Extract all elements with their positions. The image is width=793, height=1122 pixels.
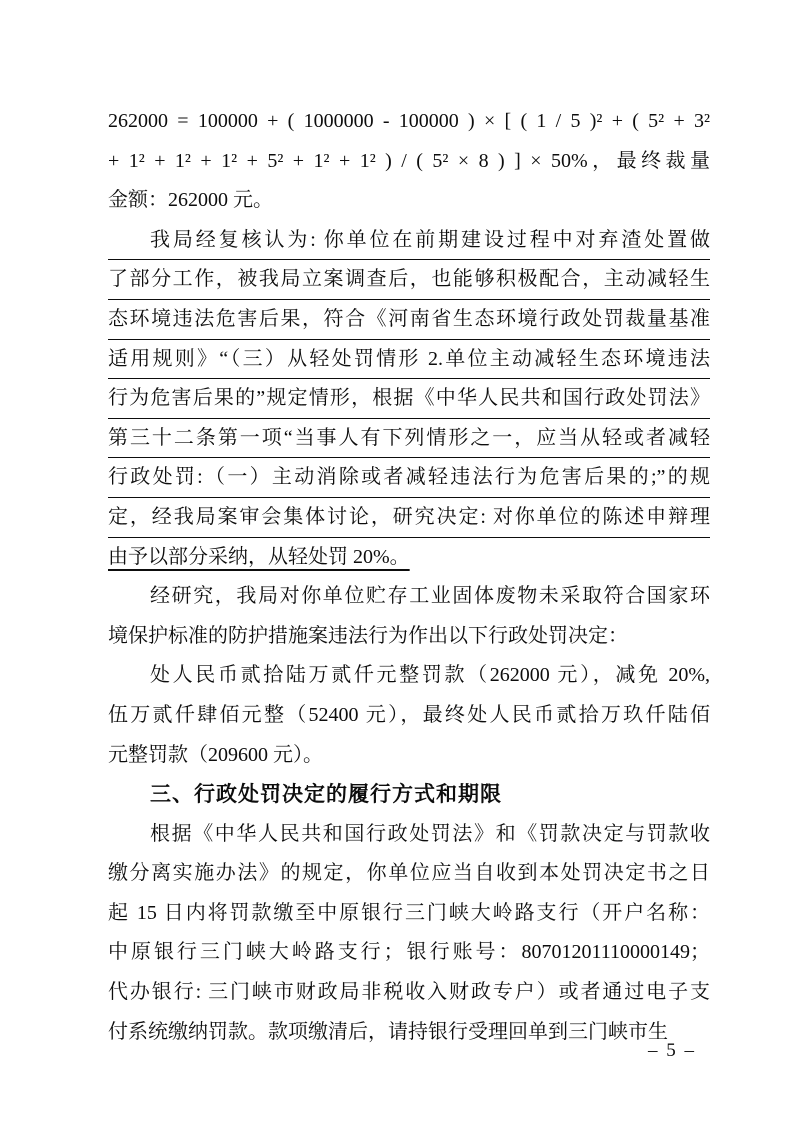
text-line-content: 付系统缴纳罚款。款项缴清后，请持银行受理回单到三门峡市生	[108, 1020, 668, 1043]
text-line	[108, 102, 710, 142]
text-line-content: 经研究，我局对你单位贮存工业固体废物未采取符合国家环	[150, 585, 710, 608]
text-line-content: 伍万贰仟肆佰元整（52400 元），最终处人民币贰拾万玖仟陆佰	[108, 703, 710, 726]
text-line-content: 根据《中华人民共和国行政处罚法》和《罚款决定与罚款收	[150, 822, 710, 845]
text-line	[108, 577, 710, 617]
text-line-content: 262000 = 100000 + ( 1000000 - 100000 ) × [ ( 1 / 5 )² + ( 5² + 3²	[108, 110, 710, 132]
text-line	[108, 181, 710, 221]
decision-intro-paragraph	[108, 577, 710, 656]
text-line	[108, 696, 710, 736]
text-line-content: 代办银行: 三门峡市财政局非税收入财政专户）或者通过电子支	[108, 981, 710, 1004]
section-heading-line	[108, 775, 710, 815]
review-opinion-paragraph	[108, 221, 710, 577]
section-three-heading	[108, 775, 710, 815]
text-line-content: 中原银行三门峡大岭路支行；银行账号：80701201110000149；	[108, 941, 710, 964]
text-line	[108, 933, 710, 973]
text-line	[108, 973, 710, 1013]
text-line-content: 第三十二条第一项“当事人有下列情形之一，应当从轻或者减轻	[108, 426, 710, 449]
text-line-content: 缴分离实施办法》的规定，你单位应当自收到本处罚决定书之日	[108, 862, 710, 885]
text-line	[108, 736, 710, 776]
text-line-content: 了部分工作，被我局立案调查后，也能够积极配合，主动减轻生	[108, 268, 710, 291]
payment-instructions-paragraph	[108, 815, 710, 1053]
text-line-content: 金额：262000 元。	[108, 189, 273, 212]
text-line-content: 处人民币贰拾陆万贰仟元整罚款（262000 元），减免 20%,	[150, 664, 710, 687]
text-line-content: 三、行政处罚决定的履行方式和期限	[150, 783, 502, 807]
text-line	[108, 854, 710, 894]
text-line-content: 境保护标准的防护措施案违法行为作出以下行政处罚决定：	[108, 624, 628, 647]
text-line	[108, 379, 710, 419]
text-line-content: 起 15 日内将罚款缴至中原银行三门峡大岭路支行（开户名称：	[108, 901, 710, 924]
text-line	[108, 458, 710, 498]
text-line	[108, 221, 710, 261]
text-line-content: 我局经复核认为: 你单位在前期建设过程中对弃渣处置做	[150, 228, 710, 251]
text-line	[108, 340, 710, 380]
text-line	[108, 894, 710, 934]
text-line-content: 由予以部分采纳，从轻处罚 20%。	[108, 545, 410, 568]
fine-amount-paragraph	[108, 656, 710, 775]
text-line-content: + 1² + 1² + 1² + 5² + 1² + 1² ) / ( 5² × 8 ) ] × 50%，最终裁量	[108, 149, 710, 172]
text-line	[108, 815, 710, 855]
text-line-content: 行政处罚:（一）主动消除或者减轻违法行为危害后果的;”的规	[108, 466, 710, 489]
page-number: – 5 –	[648, 1040, 696, 1061]
text-line-content: 行为危害后果的”规定情形，根据《中华人民共和国行政处罚法》	[108, 387, 710, 410]
text-line	[108, 498, 710, 538]
text-line	[108, 300, 710, 340]
text-line-content: 态环境违法危害后果，符合《河南省生态环境行政处罚裁量基准	[108, 307, 710, 330]
text-line	[108, 419, 710, 459]
text-line-content: 适用规则》“（三）从轻处罚情形 2.单位主动减轻生态环境违法	[108, 347, 710, 370]
text-line	[108, 260, 710, 300]
text-line	[108, 656, 710, 696]
text-line	[108, 142, 710, 182]
penalty-formula-paragraph	[108, 102, 710, 221]
text-line	[108, 538, 710, 578]
text-line-content: 定，经我局案审会集体讨论，研究决定: 对你单位的陈述申辩理	[108, 505, 710, 528]
document-body	[108, 102, 710, 1052]
text-line-content: 元整罚款（209600 元）。	[108, 743, 323, 766]
text-line	[108, 617, 710, 657]
